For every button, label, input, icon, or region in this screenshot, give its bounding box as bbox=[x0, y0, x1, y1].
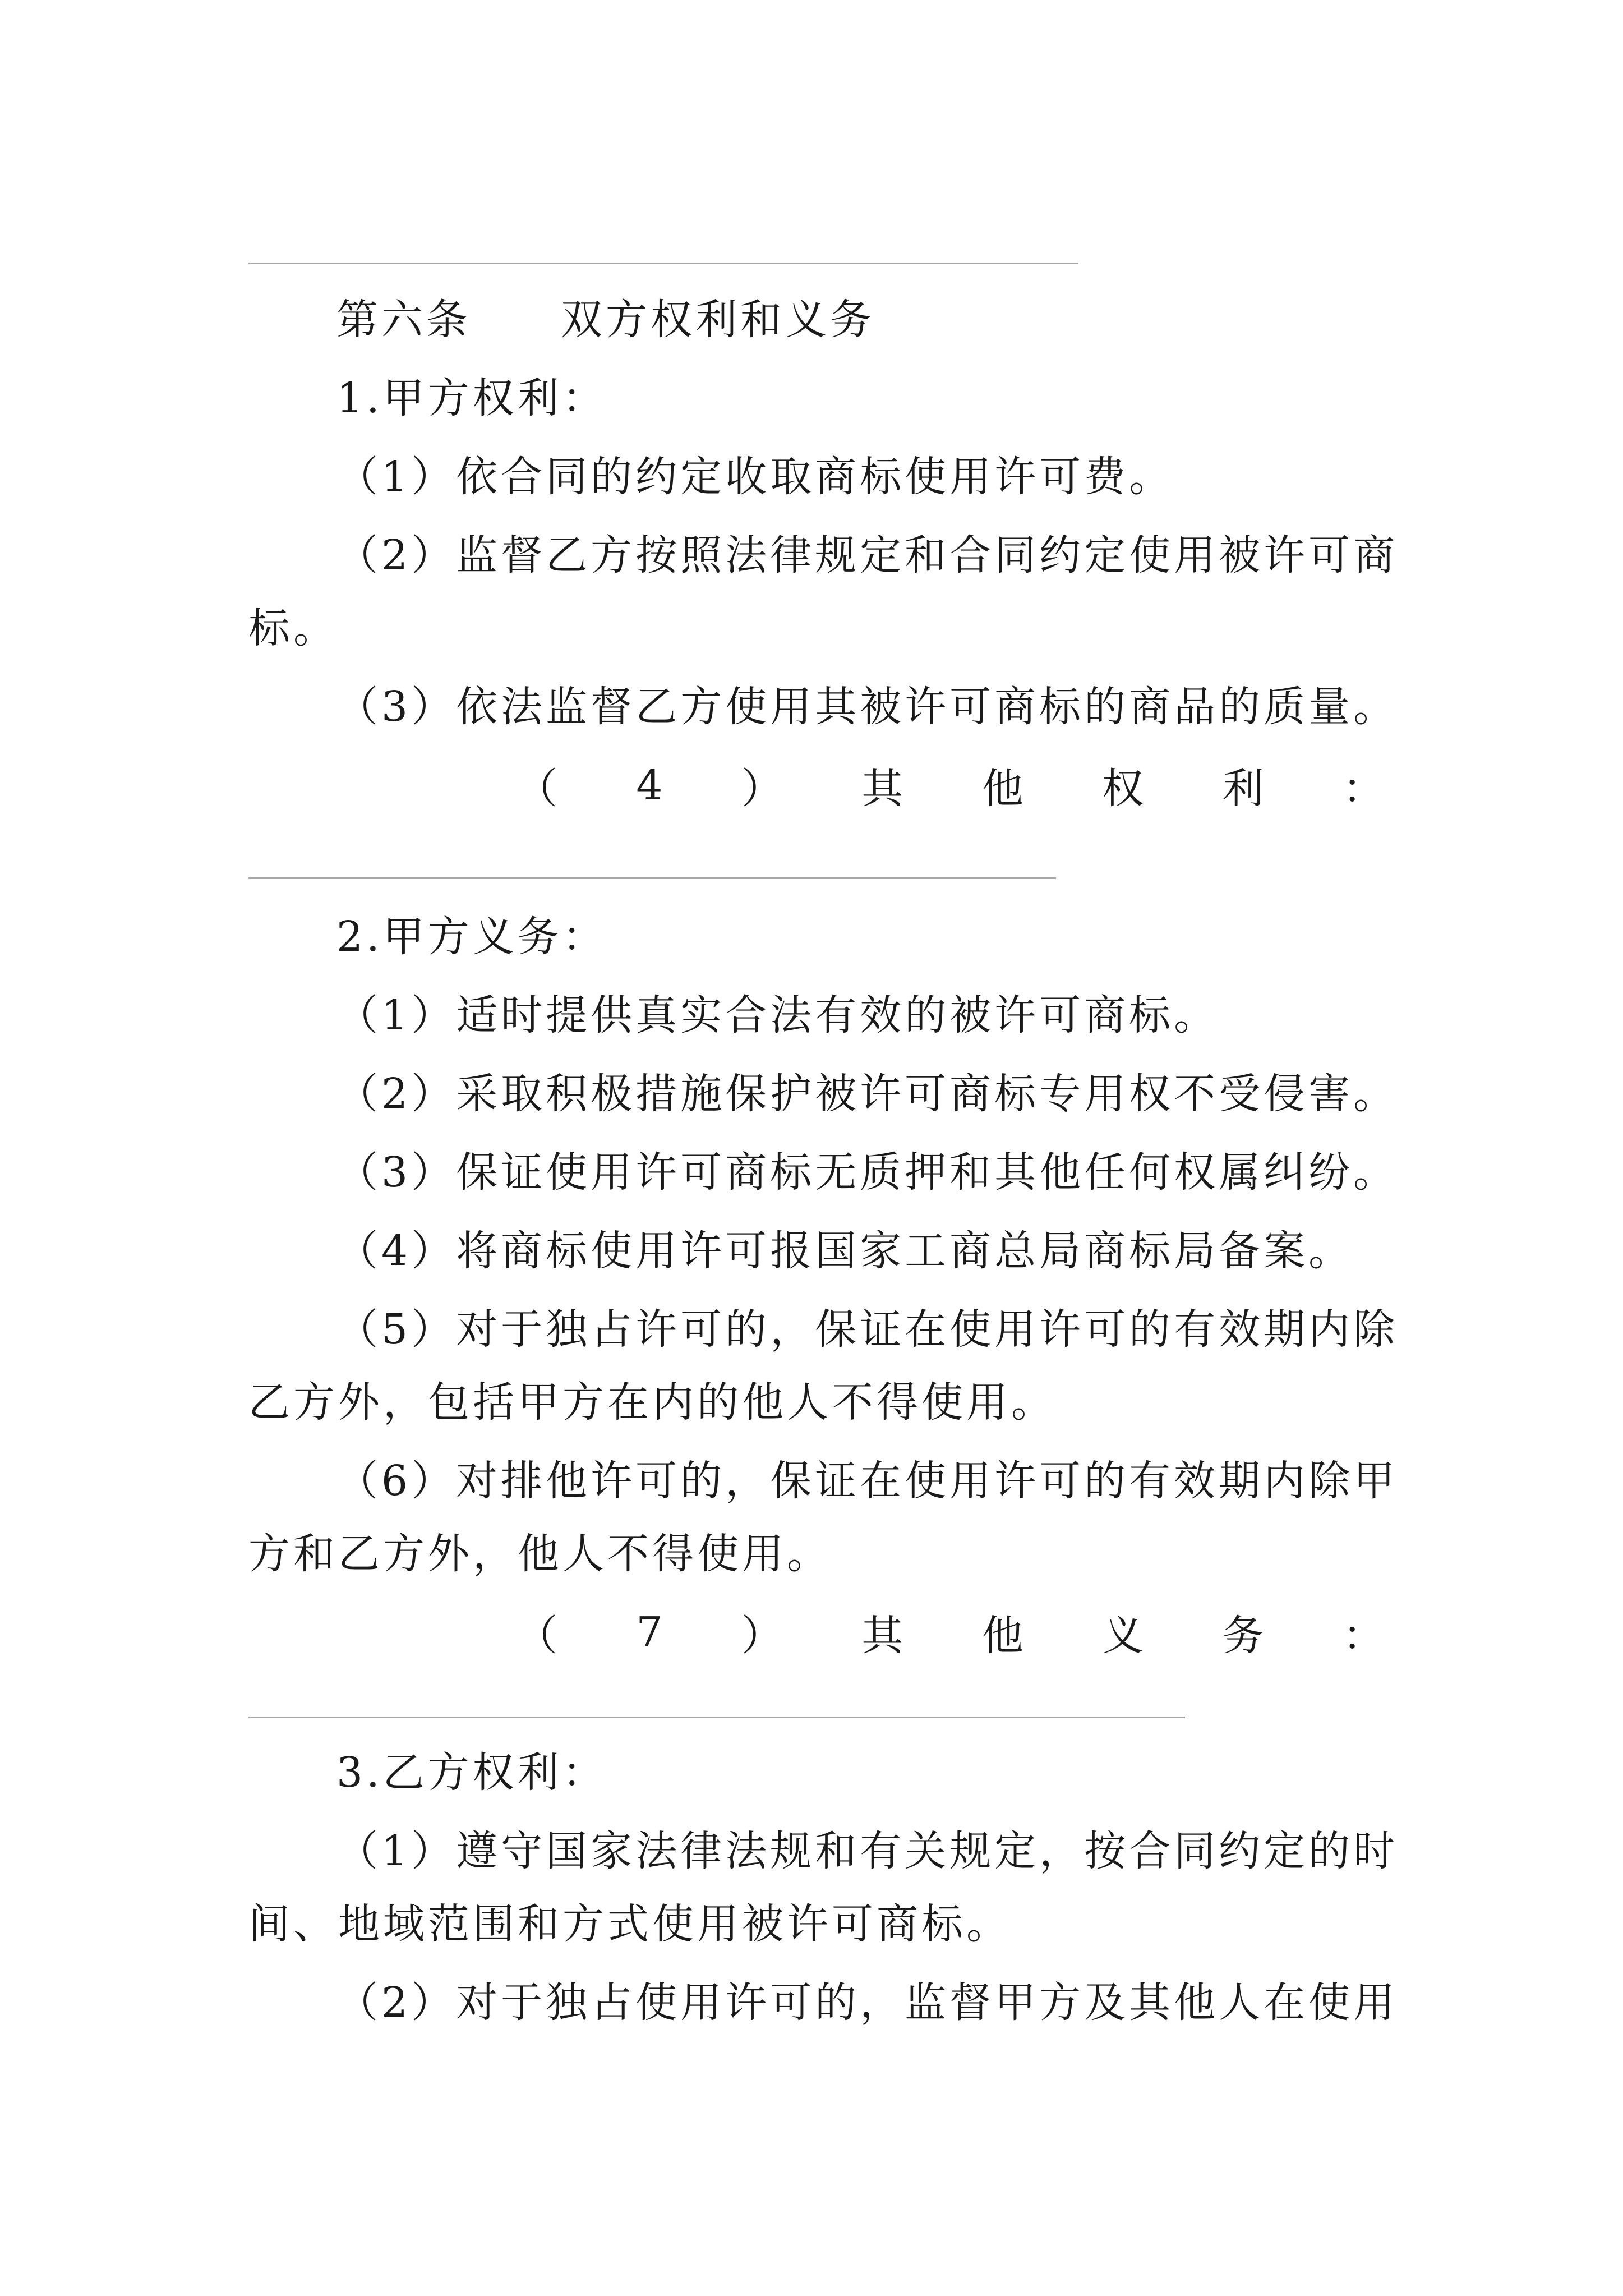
spread-char: 他 bbox=[981, 765, 1023, 813]
spread-char: 他 bbox=[981, 1612, 1023, 1660]
party-a-duties-item-3: （3）保证使用许可商标无质押和其他任何权属纠纷。 bbox=[336, 1148, 1399, 1197]
party-a-duties-item-1: （1）适时提供真实合法有效的被许可商标。 bbox=[336, 991, 1219, 1039]
spread-char: 7 bbox=[636, 1608, 663, 1657]
party-a-rights-item-2-line-1: （2）监督乙方按照法律规定和合同约定使用被许可商 bbox=[336, 531, 1399, 579]
article-title: 双方权利和义务 bbox=[561, 296, 875, 344]
spread-char: ： bbox=[1342, 1612, 1384, 1660]
party-b-rights-item-2-line-1: （2）对于独占使用许可的，监督甲方及其他人在使用 bbox=[336, 1978, 1399, 2027]
spread-char: 利 bbox=[1222, 765, 1264, 813]
spread-char: ： bbox=[1342, 765, 1384, 813]
fill-line-other-duties bbox=[248, 1717, 1185, 1718]
party-a-duties-item-2: （2）采取积极措施保护被许可商标专用权不受侵害。 bbox=[336, 1070, 1399, 1118]
fill-line-other-rights bbox=[248, 877, 1056, 879]
spread-char: 4 bbox=[636, 761, 663, 809]
spread-char: 义 bbox=[1102, 1612, 1144, 1660]
article-number: 第六条 bbox=[336, 296, 471, 344]
spread-char: ） bbox=[741, 1612, 783, 1660]
party-a-rights-heading: 1.甲方权利： bbox=[336, 374, 607, 422]
party-a-duties-heading: 2.甲方义务： bbox=[336, 913, 607, 961]
party-b-rights-item-1-line-1: （1）遵守国家法律法规和有关规定，按合同约定的时 bbox=[336, 1827, 1399, 1875]
spread-char: ） bbox=[741, 765, 783, 813]
party-a-duties-item-5-line-2: 乙方外，包括甲方在内的他人不得使用。 bbox=[248, 1378, 1056, 1427]
party-a-duties-item-4: （4）将商标使用许可报国家工商总局商标局备案。 bbox=[336, 1227, 1354, 1275]
party-a-rights-item-4 bbox=[516, 746, 1384, 825]
spread-char: 其 bbox=[861, 765, 903, 813]
party-a-duties-item-5-line-1: （5）对于独占许可的，保证在使用许可的有效期内除 bbox=[336, 1305, 1399, 1354]
spread-char: 权 bbox=[1102, 765, 1144, 813]
party-a-duties-item-6-line-1: （6）对排他许可的，保证在使用许可的有效期内除甲 bbox=[336, 1457, 1399, 1505]
party-b-rights-item-1-line-2: 间、地域范围和方式使用被许可商标。 bbox=[248, 1900, 1011, 1948]
party-a-duties-item-6-line-2: 方和乙方外，他人不得使用。 bbox=[248, 1530, 832, 1578]
article-heading bbox=[336, 280, 1384, 359]
party-b-rights-heading: 3.乙方权利： bbox=[336, 1749, 607, 1797]
spread-char: 务 bbox=[1222, 1612, 1264, 1660]
party-a-rights-item-2-line-2: 标。 bbox=[248, 604, 338, 652]
top-fill-line bbox=[248, 263, 1078, 264]
party-a-rights-item-3: （3）依法监督乙方使用其被许可商标的商品的质量。 bbox=[336, 683, 1399, 731]
spread-char: （ bbox=[516, 1612, 557, 1660]
spread-char: （ bbox=[516, 765, 557, 813]
party-a-rights-item-1: （1）依合同的约定收取商标使用许可费。 bbox=[336, 453, 1174, 501]
spread-char: 其 bbox=[861, 1612, 903, 1660]
party-a-duties-item-7 bbox=[516, 1593, 1384, 1672]
